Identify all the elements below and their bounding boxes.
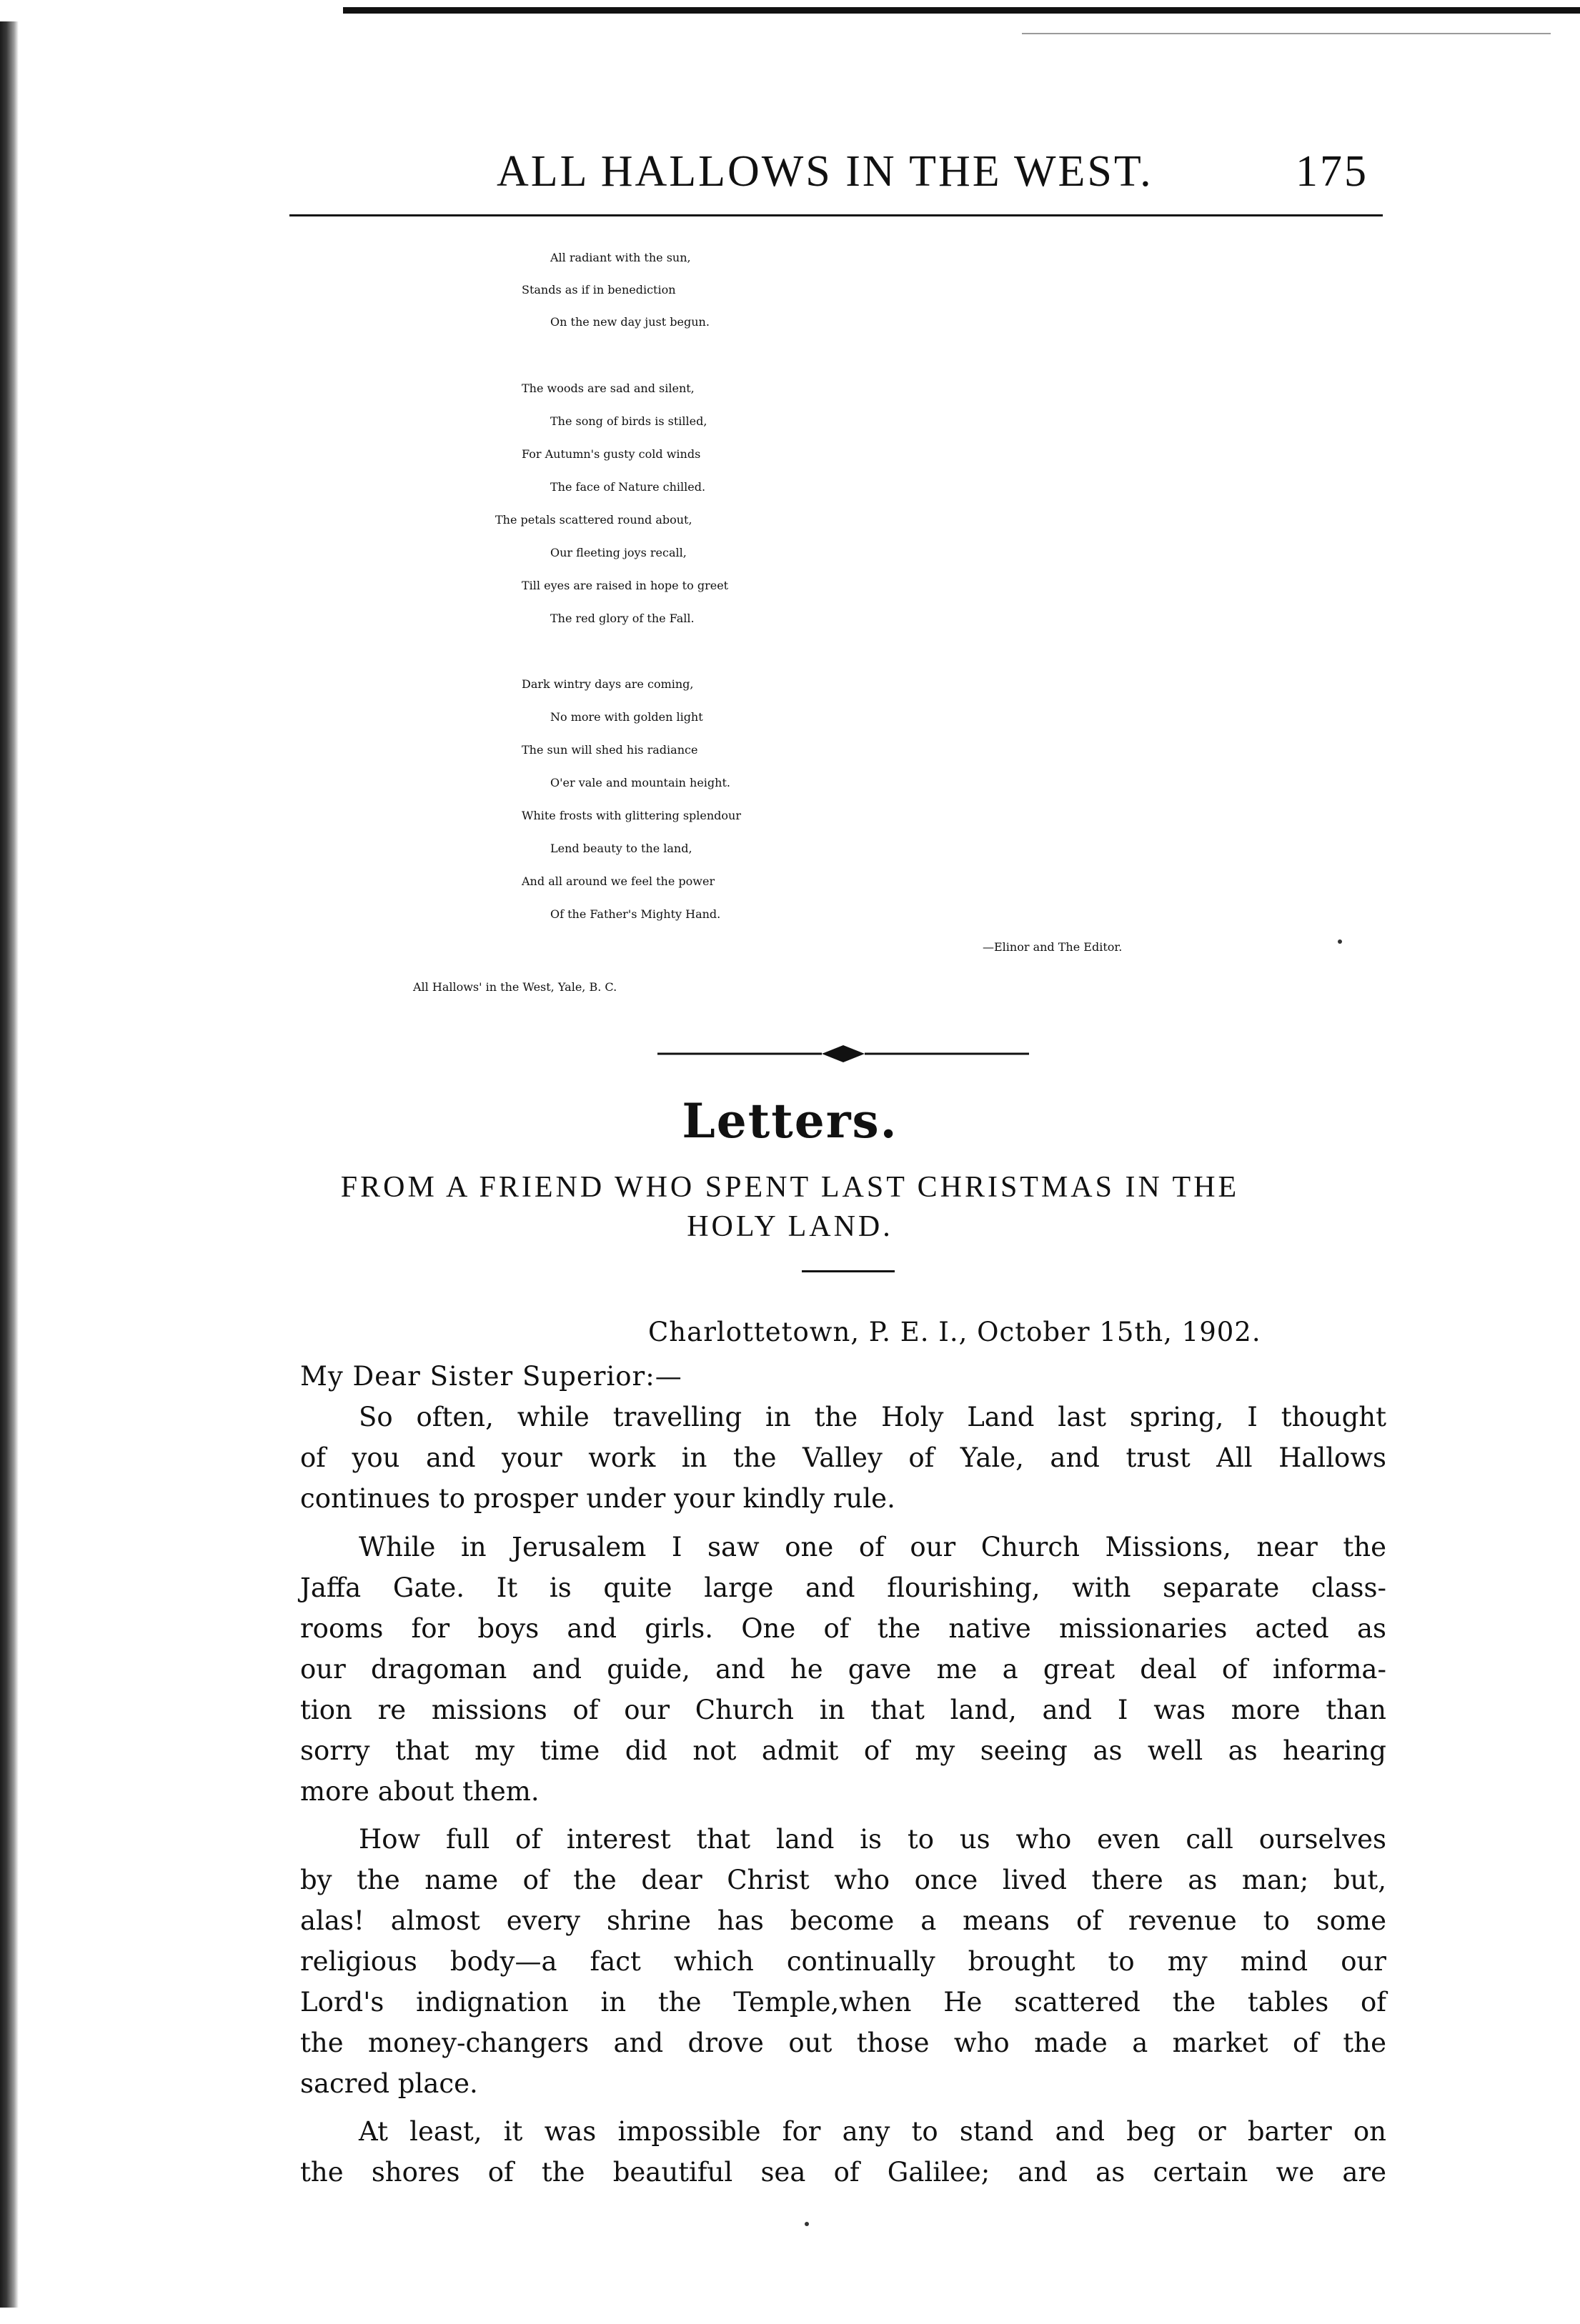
scan-speck	[805, 2222, 809, 2226]
text-line: While in Jerusalem I saw one of our Church Missions, near the	[359, 1532, 1386, 1562]
poem-line: Our fleeting joys recall,	[550, 546, 687, 559]
poem-line: And all around we feel the power	[522, 874, 715, 888]
poem-line: For Autumn's gusty cold winds	[522, 447, 701, 461]
text-line: rooms for boys and girls. One of the native missionaries acted as	[300, 1613, 1386, 1644]
poem-line: The sun will shed his radiance	[522, 743, 698, 757]
text-line: the shores of the beautiful sea of Galilee; and as certain we are	[300, 2157, 1386, 2188]
letter-salutation: My Dear Sister Superior:—	[300, 1361, 682, 1392]
poem-line: White frosts with glittering splendour	[522, 809, 741, 822]
poem-place: All Hallows' in the West, Yale, B. C.	[413, 980, 617, 994]
section-title-letters: Letters.	[682, 1093, 898, 1149]
poem-attribution: —Elinor and The Editor.	[983, 940, 1123, 954]
text-line: tion re missions of our Church in that land, and I was more than	[300, 1695, 1386, 1725]
text-line: Jaffa Gate. It is quite large and flourishing, with separate class-	[300, 1572, 1386, 1603]
text-line: by the name of the dear Christ who once lived there as man; but,	[300, 1865, 1386, 1895]
text-line: How full of interest that land is to us who even call ourselves	[359, 1824, 1386, 1855]
running-title: ALL HALLOWS IN THE WEST.	[497, 147, 1153, 196]
poem-line: O'er vale and mountain height.	[550, 776, 730, 789]
poem-line: The petals scattered round about,	[495, 513, 692, 527]
scan-edge-shadow	[0, 21, 19, 2308]
text-line: sacred place.	[300, 2068, 478, 2099]
text-line: of you and your work in the Valley of Yale, and trust All Hallows	[300, 1442, 1386, 1473]
text-line: So often, while travelling in the Holy Land last spring, I thought	[359, 1402, 1386, 1432]
text-line: the money-changers and drove out those who made a market of the	[300, 2028, 1386, 2058]
poem-line: Stands as if in benediction	[522, 283, 676, 296]
poem-line: The face of Nature chilled.	[550, 480, 706, 494]
scan-speck	[1338, 939, 1342, 944]
text-line: At least, it was impossible for any to stand and beg or barter on	[359, 2116, 1386, 2147]
letter-subheading-line2: HOLY LAND.	[687, 1210, 893, 1243]
poem-line: The song of birds is stilled,	[550, 414, 707, 428]
diamond-ornament-rule	[657, 1039, 1029, 1068]
poem-line: All radiant with the sun,	[550, 251, 691, 264]
header-rule	[289, 214, 1383, 216]
letter-dateline: Charlottetown, P. E. I., October 15th, 1902.	[648, 1317, 1261, 1347]
text-line: continues to prosper under your kindly rule.	[300, 1483, 895, 1514]
top-scan-rule	[343, 7, 1580, 14]
poem-line: No more with golden light	[550, 710, 703, 724]
poem-line: Lend beauty to the land,	[550, 842, 692, 855]
text-line: alas! almost every shrine has become a means of revenue to some	[300, 1905, 1386, 1936]
text-line: religious body—a fact which continually brought to my mind our	[300, 1946, 1386, 1977]
poem-line: Dark wintry days are coming,	[522, 677, 694, 691]
page-number: 175	[1296, 147, 1368, 196]
poem-line: Of the Father's Mighty Hand.	[550, 907, 721, 921]
poem-line: On the new day just begun.	[550, 315, 710, 329]
text-line: sorry that my time did not admit of my seeing as well as hearing	[300, 1735, 1386, 1766]
running-header	[289, 146, 1383, 211]
short-rule	[802, 1270, 895, 1272]
text-line: our dragoman and guide, and he gave me a great deal of informa-	[300, 1654, 1386, 1685]
text-line: Lord's indignation in the Temple,when He scattered the tables of	[300, 1987, 1386, 2018]
poem-line: The red glory of the Fall.	[550, 612, 695, 625]
poem-line: Till eyes are raised in hope to greet	[522, 579, 729, 592]
letter-subheading-line1: FROM A FRIEND WHO SPENT LAST CHRISTMAS IN THE	[340, 1171, 1240, 1204]
text-line: more about them.	[300, 1776, 540, 1807]
top-scan-rule-faint	[1022, 33, 1551, 34]
poem-line: The woods are sad and silent,	[522, 381, 695, 395]
